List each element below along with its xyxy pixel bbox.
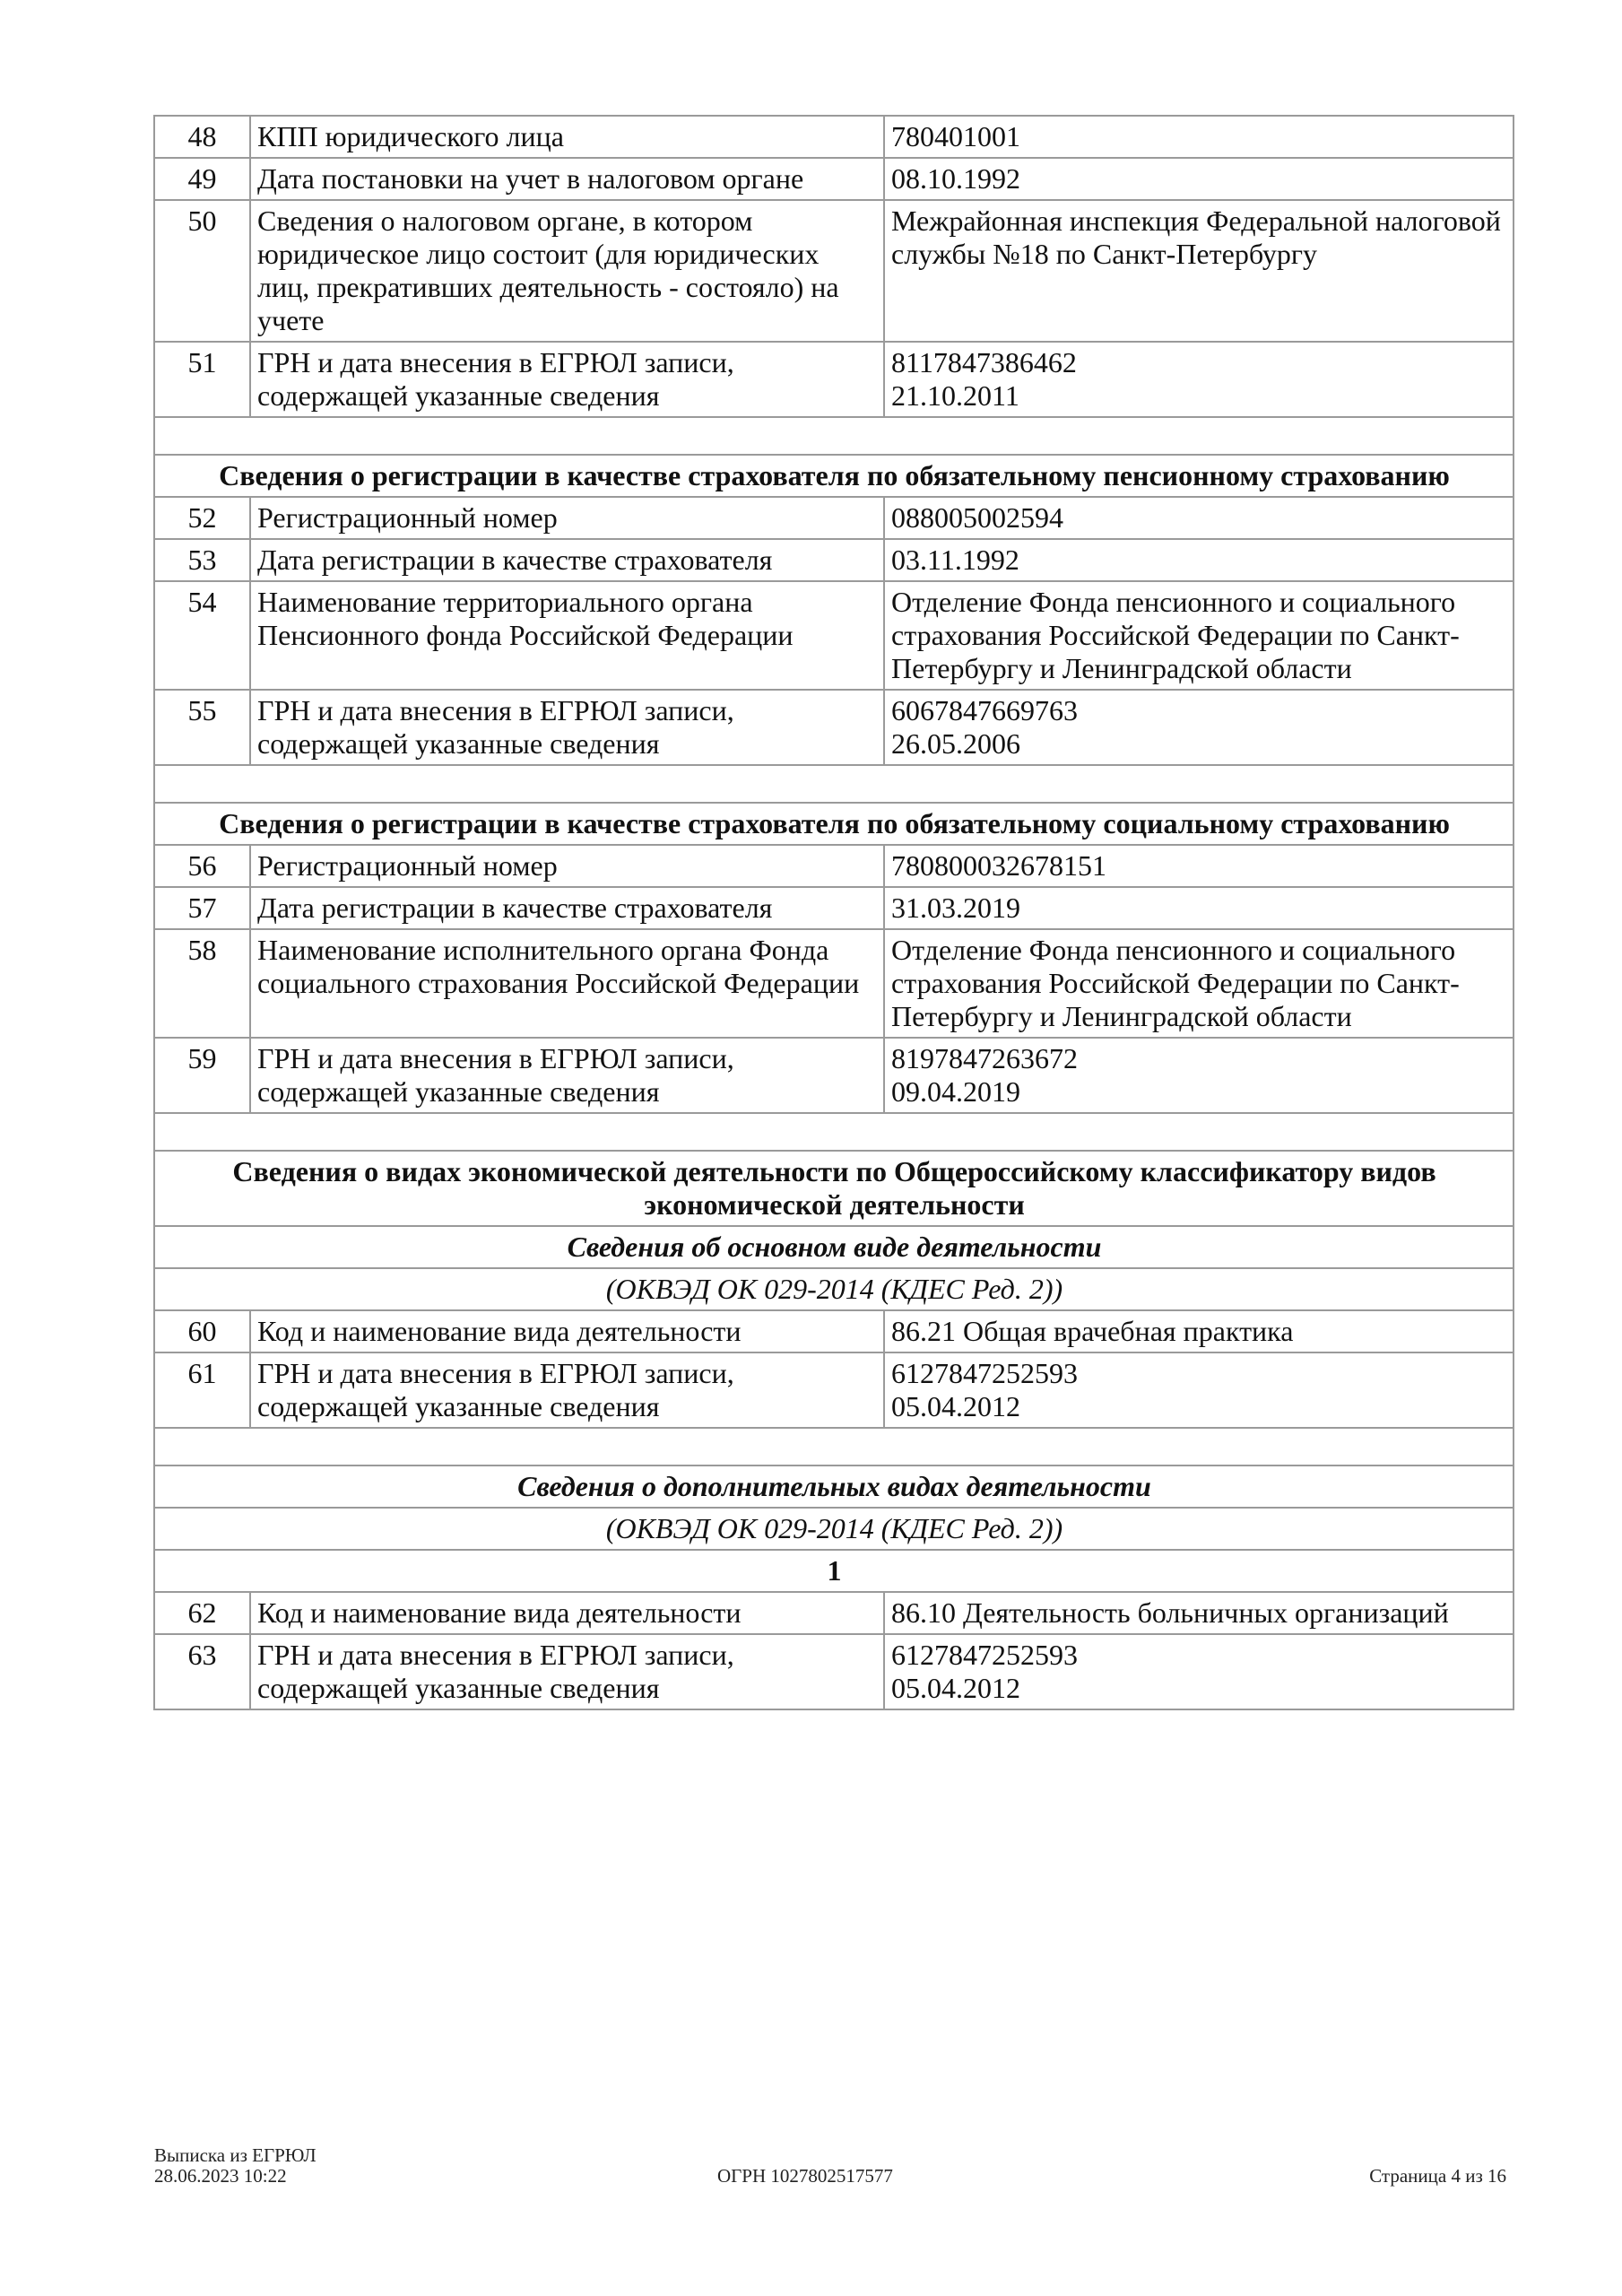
row-label: Код и наименование вида деятельности (250, 1592, 884, 1634)
row-label: КПП юридического лица (250, 116, 884, 158)
row-number: 52 (154, 497, 250, 539)
classifier-caption (154, 1268, 1514, 1310)
row-label: ГРН и дата внесения в ЕГРЮЛ записи, содержащей указанные сведения (250, 1352, 884, 1428)
row-number: 57 (154, 887, 250, 929)
row-label: Дата регистрации в качестве страхователя (250, 887, 884, 929)
spacer-cell (154, 1113, 1514, 1151)
row-label: ГРН и дата внесения в ЕГРЮЛ записи, содержащей указанные сведения (250, 690, 884, 765)
footer-page-number: Страница 4 из 16 (1369, 2165, 1506, 2187)
row-value: 780800032678151 (884, 845, 1514, 887)
row-value: 6127847252593 05.04.2012 (884, 1634, 1514, 1709)
table-row (154, 1310, 1514, 1352)
row-value: 8117847386462 21.10.2011 (884, 342, 1514, 417)
section-subheader-text: Сведения об основном виде деятельности (154, 1226, 1514, 1268)
spacer-row (154, 1428, 1514, 1465)
section-header (154, 455, 1514, 497)
table-row (154, 887, 1514, 929)
row-number: 54 (154, 581, 250, 690)
table-row (154, 929, 1514, 1038)
row-value: 31.03.2019 (884, 887, 1514, 929)
table-row (154, 342, 1514, 417)
row-value: 03.11.1992 (884, 539, 1514, 581)
section-header (154, 803, 1514, 845)
section-header-text: Сведения о регистрации в качестве страхователя по обязательному социальному страхованию (154, 803, 1514, 845)
row-value: 86.10 Деятельность больничных организаций (884, 1592, 1514, 1634)
spacer-row (154, 417, 1514, 455)
classifier-caption (154, 1508, 1514, 1550)
row-value: 08.10.1992 (884, 158, 1514, 200)
section-header-text: Сведения о видах экономической деятельности по Общероссийскому классификатору видов экономической деятельности (154, 1151, 1514, 1226)
row-label: Регистрационный номер (250, 845, 884, 887)
footer-ogrn: ОГРН 1027802517577 (717, 2165, 893, 2187)
section-header-text: Сведения о регистрации в качестве страхователя по обязательному пенсионному страхованию (154, 455, 1514, 497)
table-row (154, 1592, 1514, 1634)
row-label: ГРН и дата внесения в ЕГРЮЛ записи, содержащей указанные сведения (250, 342, 884, 417)
row-value: Межрайонная инспекция Федеральной налоговой службы №18 по Санкт-Петербургу (884, 200, 1514, 342)
spacer-row (154, 765, 1514, 803)
row-label: Регистрационный номер (250, 497, 884, 539)
row-value: Отделение Фонда пенсионного и социального страхования Российской Федерации по Санкт-Петербургу и Ленинградской области (884, 929, 1514, 1038)
row-value: 088005002594 (884, 497, 1514, 539)
table-row (154, 690, 1514, 765)
table-row (154, 1634, 1514, 1709)
spacer-cell (154, 765, 1514, 803)
row-value: 780401001 (884, 116, 1514, 158)
item-index (154, 1550, 1514, 1592)
egrul-extract-table (153, 115, 1514, 1710)
classifier-caption-text: (ОКВЭД ОК 029-2014 (КДЕС Ред. 2)) (154, 1268, 1514, 1310)
section-subheader (154, 1465, 1514, 1508)
egrul-extract-table-body (154, 116, 1514, 1709)
row-number: 63 (154, 1634, 250, 1709)
row-value: 8197847263672 09.04.2019 (884, 1038, 1514, 1113)
section-header (154, 1151, 1514, 1226)
row-label: ГРН и дата внесения в ЕГРЮЛ записи, содержащей указанные сведения (250, 1634, 884, 1709)
footer-left (154, 2145, 317, 2187)
row-number: 62 (154, 1592, 250, 1634)
spacer-row (154, 1113, 1514, 1151)
spacer-cell (154, 417, 1514, 455)
row-value: Отделение Фонда пенсионного и социального страхования Российской Федерации по Санкт-Петербургу и Ленинградской области (884, 581, 1514, 690)
table-row (154, 116, 1514, 158)
table-row (154, 581, 1514, 690)
row-label: Дата регистрации в качестве страхователя (250, 539, 884, 581)
row-number: 50 (154, 200, 250, 342)
row-label: ГРН и дата внесения в ЕГРЮЛ записи, содержащей указанные сведения (250, 1038, 884, 1113)
row-label: Наименование территориального органа Пенсионного фонда Российской Федерации (250, 581, 884, 690)
row-number: 49 (154, 158, 250, 200)
row-value: 6067847669763 26.05.2006 (884, 690, 1514, 765)
footer-datetime: 28.06.2023 10:22 (154, 2165, 287, 2187)
item-index-text: 1 (154, 1550, 1514, 1592)
row-label: Дата постановки на учет в налоговом органе (250, 158, 884, 200)
section-subheader (154, 1226, 1514, 1268)
row-label: Код и наименование вида деятельности (250, 1310, 884, 1352)
table-row (154, 845, 1514, 887)
row-number: 51 (154, 342, 250, 417)
row-number: 48 (154, 116, 250, 158)
table-row (154, 158, 1514, 200)
table-row (154, 1352, 1514, 1428)
section-subheader-text: Сведения о дополнительных видах деятельности (154, 1465, 1514, 1508)
table-row (154, 200, 1514, 342)
row-number: 56 (154, 845, 250, 887)
row-number: 55 (154, 690, 250, 765)
row-number: 53 (154, 539, 250, 581)
row-number: 61 (154, 1352, 250, 1428)
row-value: 6127847252593 05.04.2012 (884, 1352, 1514, 1428)
row-label: Наименование исполнительного органа Фонда социального страхования Российской Федерации (250, 929, 884, 1038)
row-label: Сведения о налоговом органе, в котором юридическое лицо состоит (для юридических лиц, прекративших деятельность - состояло) на учете (250, 200, 884, 342)
row-number: 58 (154, 929, 250, 1038)
table-row (154, 497, 1514, 539)
spacer-cell (154, 1428, 1514, 1465)
row-value: 86.21 Общая врачебная практика (884, 1310, 1514, 1352)
table-row (154, 1038, 1514, 1113)
row-number: 60 (154, 1310, 250, 1352)
footer-document-title: Выписка из ЕГРЮЛ (154, 2144, 317, 2166)
classifier-caption-text: (ОКВЭД ОК 029-2014 (КДЕС Ред. 2)) (154, 1508, 1514, 1550)
row-number: 59 (154, 1038, 250, 1113)
table-row (154, 539, 1514, 581)
